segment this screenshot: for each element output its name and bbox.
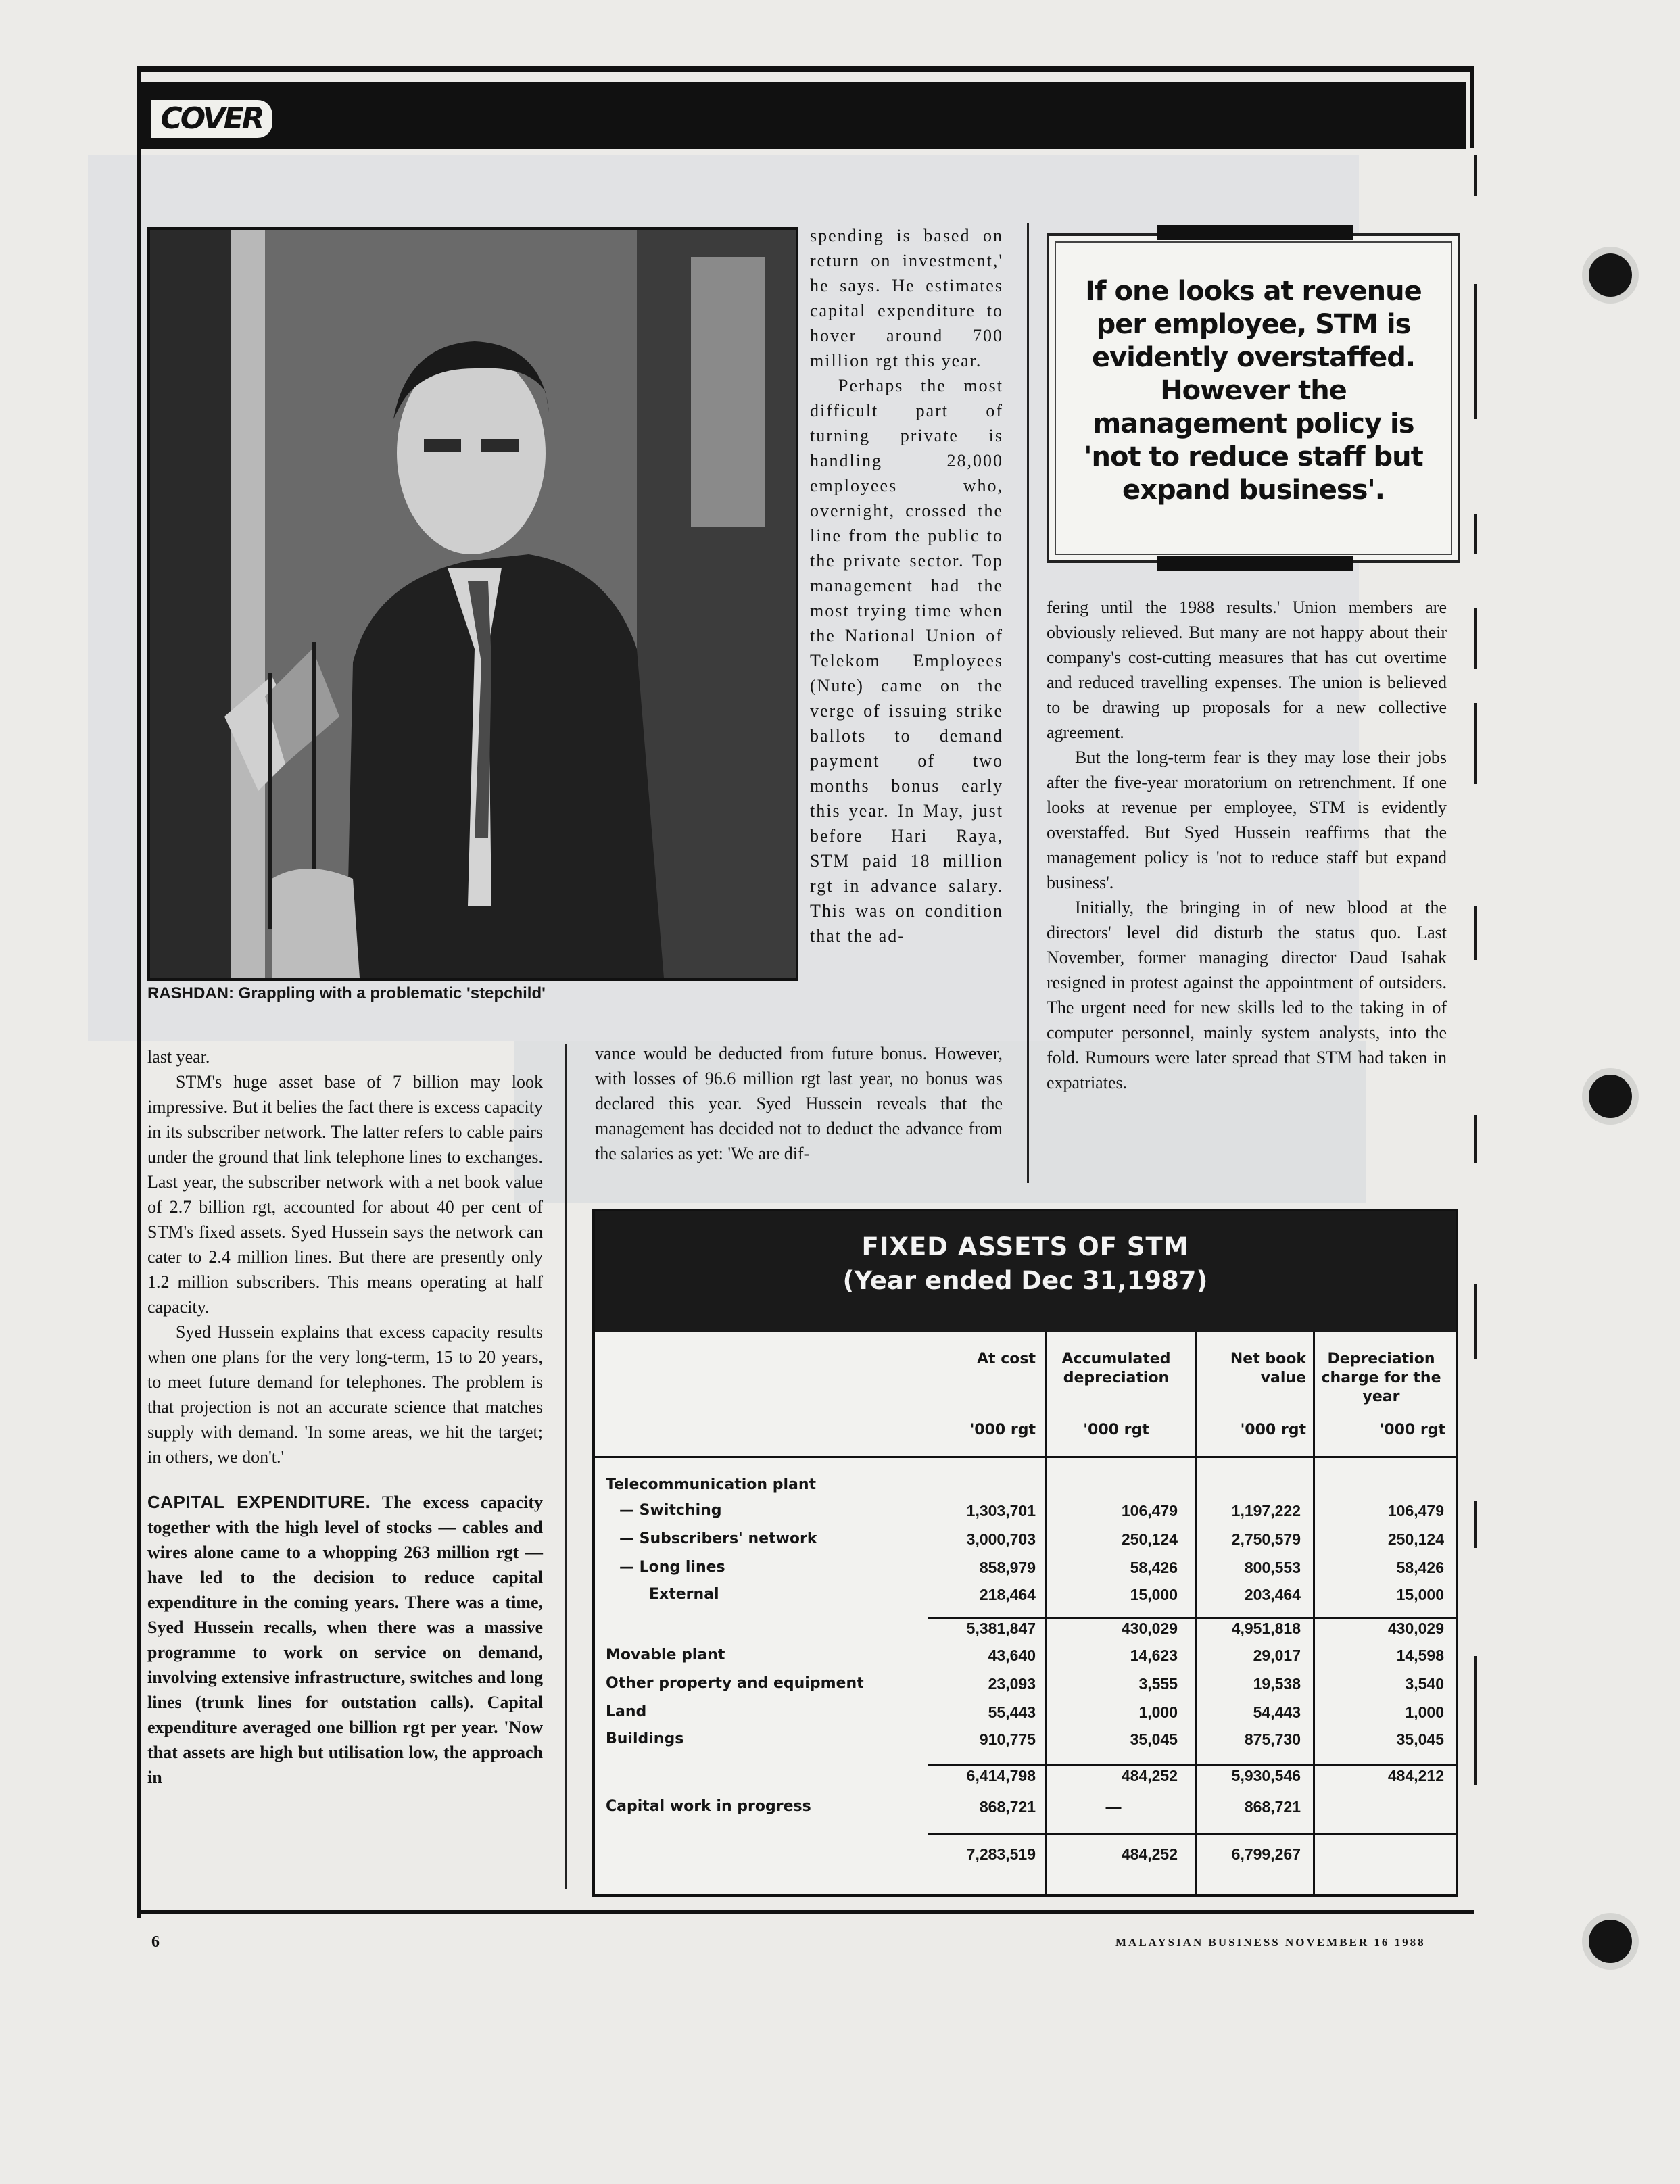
table-row-label: — Long lines (619, 1559, 725, 1576)
photo-caption-text: Grappling with a problematic 'stepchild' (238, 984, 546, 1002)
margin-rule (1474, 514, 1477, 554)
table-header-band (595, 1211, 1456, 1332)
article-paragraph: spending is based on return on investment,' he says. He estimates capital expenditure to hover around 700 million rgt this year. (810, 226, 1003, 370)
table-column-header: Accumulated depreciation (1061, 1351, 1171, 1386)
table-row-label: External (649, 1586, 719, 1603)
margin-rule (1474, 284, 1477, 419)
table-cell: 35,045 (1130, 1730, 1178, 1748)
table-cell: 55,443 (988, 1703, 1036, 1721)
portrait-photo (147, 227, 798, 981)
table-cell: 5,381,847 (966, 1620, 1036, 1637)
table-cell: 15,000 (1130, 1586, 1178, 1603)
table-cell: 58,426 (1130, 1559, 1178, 1576)
table-cell: 14,598 (1396, 1647, 1444, 1664)
table-cell: 858,979 (979, 1559, 1036, 1576)
article-paragraph: Syed Hussein explains that excess capacity results when one plans for the very long-term, 15 to 20 years, to meet future demand for telephones. The problem is that projection is not an accurate science that matches supply with demand. 'In some areas, we hit the target; in others, we don't.' (147, 1322, 543, 1467)
table-title: FIXED ASSETS OF STM (861, 1232, 1189, 1261)
photo-caption (147, 984, 796, 1004)
table-cell: 19,538 (1253, 1675, 1301, 1693)
table-cell: 1,303,701 (966, 1502, 1036, 1520)
article-column-mid-continuation (595, 1041, 1003, 1180)
pull-quote-top-bar (1157, 225, 1353, 240)
table-row-label: Telecommunication plant (606, 1476, 817, 1493)
table-cell: — (1105, 1798, 1122, 1816)
page-frame-bottom-rule (137, 1910, 1474, 1914)
portrait-illustration (150, 230, 796, 978)
table-column-unit: '000 rgt (1083, 1422, 1149, 1438)
table-cell: 15,000 (1396, 1586, 1444, 1603)
article-paragraph: Initially, the bringing in of new blood at the directors' level did disturb the status quo. Last November, former managing director Daud Isahak resigned in protest against the appointment of outsiders. The urgent need for new skills led to the taking in of computer personnel, mainly system analysts, into the fold. Rumours were later spread that STM had taken in expatriates. (1047, 898, 1447, 1092)
table-cell: 250,124 (1121, 1530, 1178, 1548)
table-cell: 14,623 (1130, 1647, 1178, 1664)
table-cell: 1,197,222 (1231, 1502, 1301, 1520)
table-column-header: At cost (977, 1351, 1036, 1367)
binder-punch-hole (1589, 1075, 1632, 1118)
article-column-left (147, 1044, 543, 1891)
table-cell: 106,479 (1121, 1502, 1178, 1520)
page-frame-right-rule (1470, 66, 1474, 148)
table-cell: 106,479 (1387, 1502, 1444, 1520)
margin-rule (1474, 906, 1477, 960)
section-header-bar (141, 82, 1466, 149)
table-column-unit: '000 rgt (969, 1422, 1036, 1438)
table-total-rule (928, 1833, 1456, 1835)
table-cell: 868,721 (979, 1798, 1036, 1816)
page-number: 6 (151, 1933, 160, 1951)
table-cell: 250,124 (1387, 1530, 1444, 1548)
table-column-rule (1195, 1332, 1197, 1894)
table-cell: 6,799,267 (1231, 1845, 1301, 1863)
table-cell: 910,775 (979, 1730, 1036, 1748)
table-cell: 218,464 (979, 1586, 1036, 1603)
article-subhead-paragraph (147, 1490, 543, 1790)
table-cell: 203,464 (1244, 1586, 1301, 1603)
table-row-label: Capital work in progress (606, 1798, 811, 1815)
table-cell: 4,951,818 (1231, 1620, 1301, 1637)
publication-footer: MALAYSIAN BUSINESS NOVEMBER 16 1988 (1115, 1936, 1426, 1949)
section-label: COVER (151, 100, 272, 138)
article-column-right (1047, 595, 1447, 1183)
column-divider (1027, 223, 1029, 1183)
table-cell: 484,212 (1387, 1767, 1444, 1785)
table-cell: 58,426 (1396, 1559, 1444, 1576)
table-row-label: Buildings (606, 1730, 684, 1747)
table-cell: 3,555 (1138, 1675, 1178, 1693)
pull-quote-bottom-bar (1157, 556, 1353, 571)
table-cell: 23,093 (988, 1675, 1036, 1693)
fixed-assets-table (592, 1209, 1458, 1897)
table-cell: 1,000 (1405, 1703, 1444, 1721)
table-cell: 2,750,579 (1231, 1530, 1301, 1548)
table-row-label: Land (606, 1703, 647, 1720)
table-cell: 484,252 (1121, 1845, 1178, 1863)
margin-rule (1474, 1656, 1477, 1785)
table-cell: 43,640 (988, 1647, 1036, 1664)
table-cell: 3,540 (1405, 1675, 1444, 1693)
table-cell: 7,283,519 (966, 1845, 1036, 1863)
table-column-rule (1313, 1332, 1315, 1894)
margin-rule (1474, 703, 1477, 784)
article-paragraph: last year. (147, 1047, 210, 1067)
pull-quote-box (1047, 233, 1460, 563)
column-divider (565, 1044, 567, 1889)
article-paragraph: But the long-term fear is they may lose their jobs after the five-year moratorium on retrenchment. If one looks at revenue per employee, STM is evidently overstaffed. But Syed Hussein reaffirms that the management policy is 'not to reduce staff but expand business'. (1047, 748, 1447, 892)
article-subhead-text: The excess capacity together with the high level of stocks — cables and wires alone came to a whopping 263 million rgt — have led to the decision to reduce capital expenditure in the coming years. There was a time, Syed Hussein recalls, when there was a massive programme to work on service on demand, involving extensive infrastructure, switches and long lines (trunk lines for outstation calls). Capital expenditure averaged one billion rgt per year. 'Now that assets are high but utilisation low, the approach in (147, 1493, 544, 1787)
article-paragraph: Perhaps the most difficult part of turning private is handling 28,000 employees who, overnight, crossed the line from the public to the private sector. Top management had the most trying time when the National Union of Telekom Employees (Nute) came on the verge of issuing strike ballots to demand payment of two months bonus early this year. In May, just before Hari Raya, STM paid 18 million rgt in advance salary. This was on condition that the ad- (810, 376, 1003, 946)
table-cell: 29,017 (1253, 1647, 1301, 1664)
table-cell: 6,414,798 (966, 1767, 1036, 1785)
article-subhead: CAPITAL EXPENDITURE. (147, 1492, 371, 1512)
table-row-label: Other property and equipment (606, 1675, 864, 1692)
table-cell: 430,029 (1121, 1620, 1178, 1637)
table-cell: 800,553 (1244, 1559, 1301, 1576)
table-column-header: Depreciation charge for the year (1321, 1351, 1441, 1405)
table-cell: 484,252 (1121, 1767, 1178, 1785)
table-row-label: Movable plant (606, 1647, 725, 1664)
table-header-rule (595, 1456, 1456, 1458)
table-cell: 868,721 (1244, 1798, 1301, 1816)
table-row-label: — Subscribers' network (619, 1530, 817, 1547)
table-column-unit: '000 rgt (1240, 1422, 1306, 1438)
article-paragraph: STM's huge asset base of 7 billion may look impressive. But it belies the fact there is excess capacity in its subscriber network. The latter refers to cable pairs under the ground that link telephone lines to exchanges. Last year, the subscriber network with a net book value of 2.7 billion rgt, accounted for about 40 per cent of STM's fixed assets. Syed Hussein says the network can cater to 2.4 million lines. But there are presently only 1.2 million subscribers. This means operating at half capacity. (147, 1072, 543, 1317)
photo-caption-name: RASHDAN: (147, 984, 234, 1002)
article-column-top-middle (810, 223, 1003, 1041)
binder-punch-hole (1589, 1920, 1632, 1963)
pull-quote-text: If one looks at revenue per employee, STM is evidently overstaffed. However the management policy is 'not to reduce staff but expand business'. (1084, 276, 1423, 506)
table-column-rule (1045, 1332, 1047, 1894)
margin-rule (1474, 1501, 1477, 1548)
table-cell: 54,443 (1253, 1703, 1301, 1721)
table-cell: 875,730 (1244, 1730, 1301, 1748)
margin-rule (1474, 1284, 1477, 1359)
table-cell: 3,000,703 (966, 1530, 1036, 1548)
table-subtitle: (Year ended Dec 31,1987) (842, 1266, 1208, 1295)
table-cell: 1,000 (1138, 1703, 1178, 1721)
margin-rule (1474, 155, 1477, 196)
page-frame-left-rule (137, 66, 141, 1918)
table-cell: 5,930,546 (1231, 1767, 1301, 1785)
table-column-header: Net book value (1230, 1351, 1306, 1386)
margin-rule (1474, 608, 1477, 669)
page-frame-top-rule (137, 66, 1474, 72)
article-paragraph: fering until the 1988 results.' Union members are obviously relieved. But many are not happy about their company's cost-cutting measures that has cut overtime and reduced travelling expenses. The union is believed to be drawing up proposals for a new collective agreement. (1047, 598, 1447, 742)
article-paragraph: vance would be deducted from future bonus. However, with losses of 96.6 million rgt last year, no bonus was declared this year. Syed Hussein reveals that the management has decided not to deduct the advance from the salaries as yet: 'We are dif- (595, 1044, 1003, 1163)
table-cell: 35,045 (1396, 1730, 1444, 1748)
table-column-unit: '000 rgt (1379, 1422, 1445, 1438)
binder-punch-hole (1589, 253, 1632, 297)
table-cell: 430,029 (1387, 1620, 1444, 1637)
margin-rule (1474, 1115, 1477, 1163)
table-row-label: — Switching (619, 1502, 722, 1519)
